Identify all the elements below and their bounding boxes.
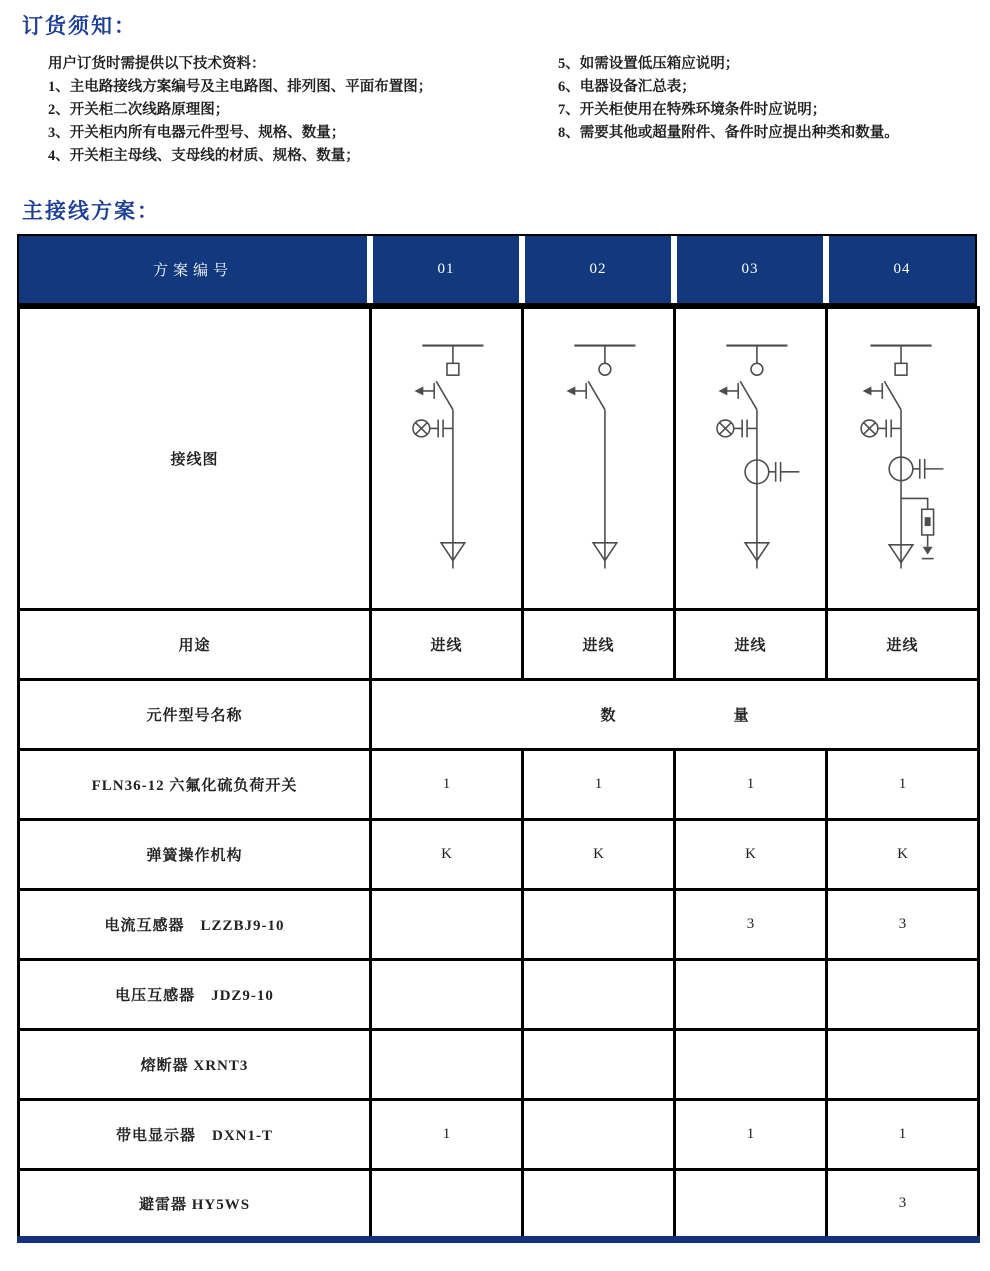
table-row: [19, 1030, 979, 1100]
row-label-usage: 用途: [19, 610, 371, 680]
cell-value: [675, 1030, 827, 1100]
wiring-diagram-01: [373, 316, 521, 602]
cell-value: K: [523, 820, 675, 890]
row-label-component-model: 元件型号名称: [19, 680, 371, 750]
wiring-diagram-02: [525, 316, 673, 602]
wiring-diagram-row: [19, 308, 979, 610]
ordering-notes-left-column: [48, 53, 518, 168]
cell-value: 3: [675, 890, 827, 960]
cell-value: 1: [675, 1100, 827, 1170]
quantity-char: 数: [600, 708, 616, 724]
usage-value: 进线: [523, 610, 675, 680]
list-item: 7、开关柜使用在特殊环境条件时应说明；: [558, 102, 827, 118]
cell-value: [523, 1100, 675, 1170]
quantity-merged-cell: [371, 680, 979, 750]
list-item: 6、电器设备汇总表；: [558, 79, 696, 95]
cell-value: [371, 960, 523, 1030]
cell-value: [523, 1170, 675, 1240]
operating-mechanism-icon: [862, 383, 882, 399]
cell-value: K: [371, 820, 523, 890]
operating-mechanism-icon: [718, 383, 738, 399]
cell-value: 1: [675, 750, 827, 820]
ordering-notes-lists: [0, 53, 990, 168]
main-wiring-scheme-title: 主接线方案：: [22, 199, 160, 223]
row-label: 熔断器 XRNT3: [19, 1030, 371, 1100]
ordering-intro: 用户订货时需提供以下技术资料：: [48, 56, 266, 72]
table-row: [19, 1170, 979, 1240]
table-row: [19, 1100, 979, 1170]
table-row: [19, 890, 979, 960]
list-item: 4、开关柜主母线、支母线的材质、规格、数量；: [48, 148, 360, 164]
usage-value: 进线: [827, 610, 979, 680]
wiring-diagram-04: [829, 316, 977, 602]
row-label: 带电显示器 DXN1-T: [19, 1100, 371, 1170]
cell-value: [827, 960, 979, 1030]
cell-value: 1: [523, 750, 675, 820]
list-item: 1、主电路接线方案编号及主电路图、排列图、平面布置图；: [48, 79, 433, 95]
row-label: 避雷器 HY5WS: [19, 1170, 371, 1240]
list-item: 5、如需设置低压箱应说明；: [558, 56, 740, 72]
list-item: 3、开关柜内所有电器元件型号、规格、数量；: [48, 125, 346, 141]
header-scheme-02: 02: [525, 236, 671, 303]
cell-value: [371, 890, 523, 960]
busbar-symbol: [422, 345, 483, 363]
diagram-cell-03: [675, 308, 827, 610]
operating-mechanism-icon: [414, 383, 434, 399]
usage-value: 进线: [675, 610, 827, 680]
cell-value: [523, 1030, 675, 1100]
live-display-symbol: [412, 419, 452, 437]
wiring-diagram-03: [677, 316, 825, 602]
cell-value: 1: [827, 1100, 979, 1170]
quantity-char: 量: [733, 708, 749, 724]
cell-value: K: [675, 820, 827, 890]
header-scheme-03: 03: [677, 236, 823, 303]
load-break-switch-symbol: [588, 363, 611, 409]
cell-value: [675, 1170, 827, 1240]
cell-value: 3: [827, 1170, 979, 1240]
load-break-switch-symbol: [436, 363, 459, 409]
surge-arrester-symbol: [901, 498, 934, 558]
current-transformer-symbol: [889, 457, 943, 481]
header-scheme-04: 04: [829, 236, 975, 303]
table-row: [19, 750, 979, 820]
load-break-switch-symbol: [740, 363, 763, 409]
diagram-cell-04: [827, 308, 979, 610]
cell-value: 3: [827, 890, 979, 960]
diagram-cell-02: [523, 308, 675, 610]
table-row: [19, 960, 979, 1030]
cell-value: 1: [827, 750, 979, 820]
ordering-notes-title: 订货须知：: [22, 14, 137, 38]
usage-value: 进线: [371, 610, 523, 680]
table-row: [19, 820, 979, 890]
row-label: 弹簧操作机构: [19, 820, 371, 890]
cell-value: [371, 1030, 523, 1100]
busbar-symbol: [574, 345, 635, 363]
scheme-table: [17, 234, 977, 1243]
cell-value: [523, 890, 675, 960]
component-quantity-header-row: [19, 680, 979, 750]
cell-value: [371, 1170, 523, 1240]
cell-value: K: [827, 820, 979, 890]
header-scheme-01: 01: [373, 236, 519, 303]
ordering-notes-right-column: [558, 53, 988, 168]
list-item: 8、需要其他或超量附件、备件时应提出种类和数量。: [558, 125, 899, 141]
current-transformer-symbol: [745, 459, 799, 483]
cell-value: 1: [371, 1100, 523, 1170]
cell-value: [827, 1030, 979, 1100]
row-label: FLN36-12 六氟化硫负荷开关: [19, 750, 371, 820]
diagram-cell-01: [371, 308, 523, 610]
list-item: 2、开关柜二次线路原理图；: [48, 102, 230, 118]
row-label-wiring-diagram: 接线图: [19, 308, 371, 610]
row-label: 电压互感器 JDZ9-10: [19, 960, 371, 1030]
live-display-symbol: [716, 419, 756, 437]
cell-value: [675, 960, 827, 1030]
scheme-table-header-row: [17, 234, 977, 306]
usage-row: [19, 610, 979, 680]
busbar-symbol: [726, 345, 787, 363]
scheme-table-body: [17, 306, 980, 1243]
cell-value: 1: [371, 750, 523, 820]
busbar-symbol: [870, 345, 931, 363]
header-scheme-number: 方案编号: [19, 236, 367, 303]
live-display-symbol: [861, 419, 901, 437]
load-break-switch-symbol: [884, 363, 907, 409]
cell-value: [523, 960, 675, 1030]
operating-mechanism-icon: [566, 383, 586, 399]
row-label: 电流互感器 LZZBJ9-10: [19, 890, 371, 960]
